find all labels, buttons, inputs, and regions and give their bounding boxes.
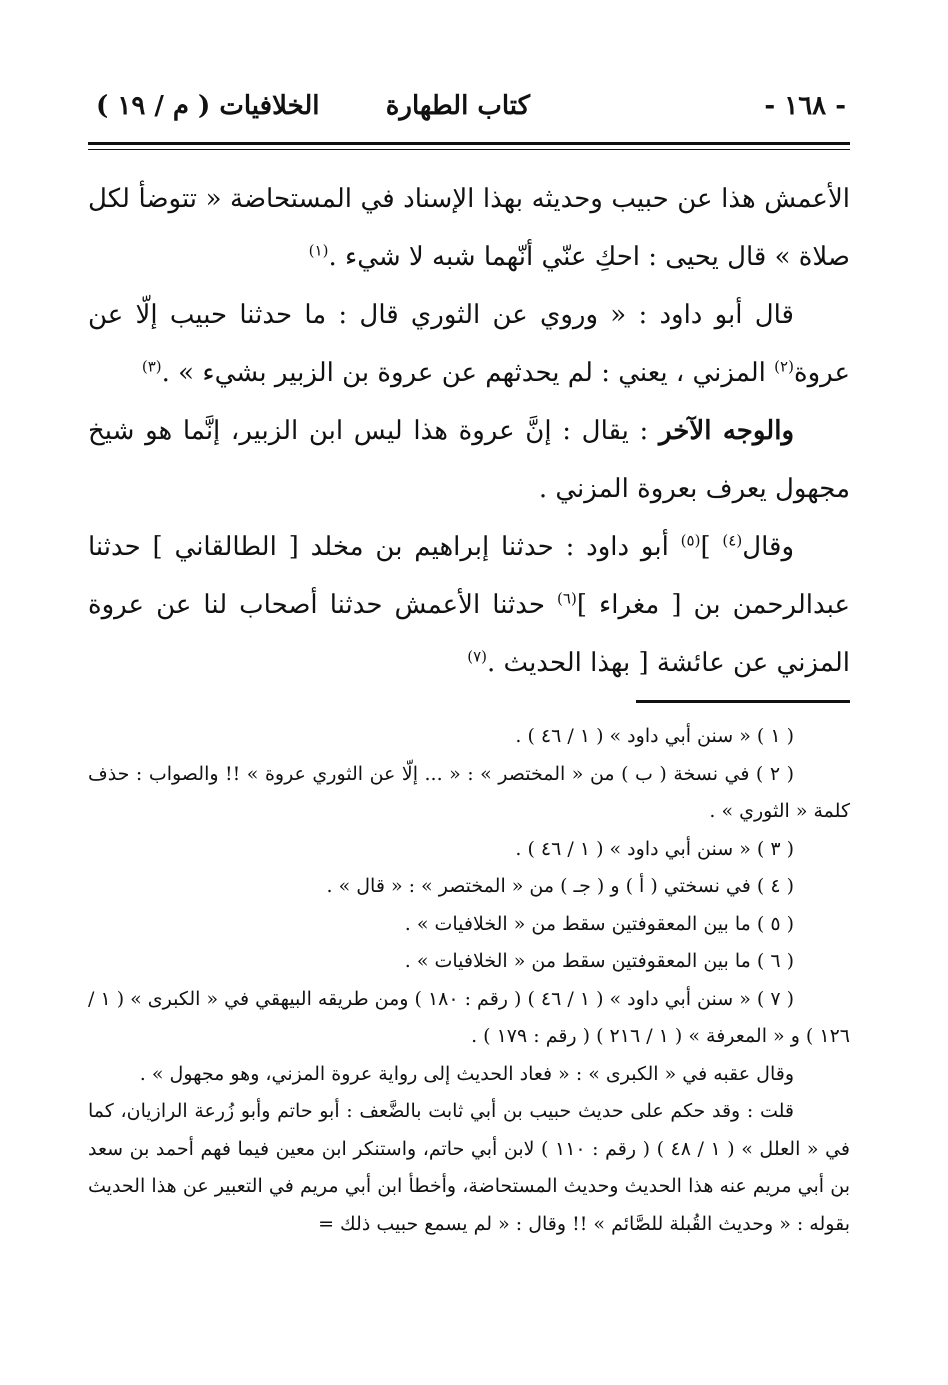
paragraph-1: [88, 170, 850, 286]
paragraph-2-text-a: قال أبو داود : « وروي عن الثوري قال : ما حدثنا حبيب إلّا عن عروة: [88, 300, 850, 388]
footnote-marker-2: (٢): [774, 357, 794, 376]
paragraph-2: [88, 286, 850, 402]
paragraph-3: [88, 402, 850, 518]
footnote-marker-7: (٧): [467, 647, 488, 666]
paragraph-4-text-b: ]: [700, 532, 723, 562]
header-rule-thin: [88, 149, 850, 150]
main-text: [88, 170, 850, 692]
footnote-marker-5: (٥): [680, 531, 701, 550]
paragraph-1-text: الأعمش هذا عن حبيب وحديثه بهذا الإسناد في المستحاضة « تتوضأ لكل صلاة » قال يحيى : احكِ عنّي أنّهما شبه لا شيء .: [88, 184, 850, 272]
footnote-7: ( ٧ ) « سنن أبي داود » ( ١ / ٤٦ ) ( رقم : ١٨٠ ) ومن طريقه البيهقي في « الكبرى » ( ١ / ١٢٦ ) و « المعرفة » ( ١ / ٢١٦ ) ( رقم : ١٧٩ ) .: [87, 987, 850, 1047]
paragraph-3-heading: والوجه الآخر: [658, 416, 795, 446]
paragraph-4: [88, 518, 850, 692]
footnote-5: ( ٥ ) ما بين المعقوفتين سقط من « الخلافيات » .: [404, 912, 794, 935]
footnote-4: ( ٤ ) في نسختي ( أ ) و ( جـ ) من « المختصر » : « قال » .: [326, 875, 794, 897]
paragraph-2-text-b: المزني ، يعني : لم يحدثهم عن عروة بن الزبير بشيء » .: [161, 358, 775, 388]
header-rule-thick: [88, 142, 850, 145]
page-number: - ١٦٨ -: [764, 91, 846, 121]
paragraph-4-text-d: حدثنا الأعمش حدثنا أصحاب لنا عن عروة المزني عن عائشة [ بهذا الحديث .: [88, 590, 850, 678]
book-title: كتاب الطهارة: [385, 91, 530, 121]
section-reference: الخلافيات ( م / ١٩ ): [96, 91, 320, 121]
footnote-2: ( ٢ ) في نسخة ( ب ) من « المختصر » : « ... إلّا عن الثوري عروة » !! والصواب : حذف كلمة « الثوري » .: [88, 762, 850, 822]
footnote-1: ( ١ ) « سنن أبي داود » ( ١ / ٤٦ ) .: [515, 725, 794, 747]
page-header: [88, 86, 850, 126]
footnote-marker-6: (٦): [557, 589, 577, 608]
footnote-marker-3: (٣): [141, 357, 162, 376]
paragraph-4-text-a: وقال: [742, 532, 794, 562]
footnote-3: ( ٣ ) « سنن أبي داود » ( ١ / ٤٦ ) .: [515, 837, 794, 860]
paragraph-3-text: : يقال : إنَّ عروة هذا ليس ابن الزبير، إنَّما هو شيخ مجهول يعرف بعروة المزني .: [88, 416, 850, 504]
footnote-marker-4: (٤): [722, 531, 743, 550]
paragraph-4-text-c: أبو داود : حدثنا إبراهيم بن مخلد [ الطالقاني ] حدثنا عبدالرحمن بن [ مغراء ]: [88, 532, 850, 620]
footnote-6: ( ٦ ) ما بين المعقوفتين سقط من « الخلافيات » .: [404, 950, 794, 972]
footnotes: [88, 718, 850, 1243]
footnote-separator: [636, 700, 850, 703]
footnote-7-continuation-1: وقال عقبه في « الكبرى » : « فعاد الحديث إلى رواية عروة المزني، وهو مجهول » .: [139, 1062, 794, 1085]
footnote-7-continuation-2: قلت : وقد حكم على حديث حبيب بن أبي ثابت بالضَّعف : أبو حاتم وأبو زُرعة الرازيان، كما في « العلل » ( ١ / ٤٨ ) ( رقم : ١١٠ ) لابن أبي حاتم، واستنكر ابن معين فيما فهم أحمد بن سعد بن أبي مريم عنه هذا الحديث وحديث المستحاضة، وأخطأ ابن أبي مريم في التعبير عن هذا الحديث بقوله : « وحديث القُبلة للصَّائم » !! وقال : « لم يسمع حبيب ذلك =: [88, 1100, 851, 1235]
footnote-marker-1: (١): [308, 241, 329, 260]
